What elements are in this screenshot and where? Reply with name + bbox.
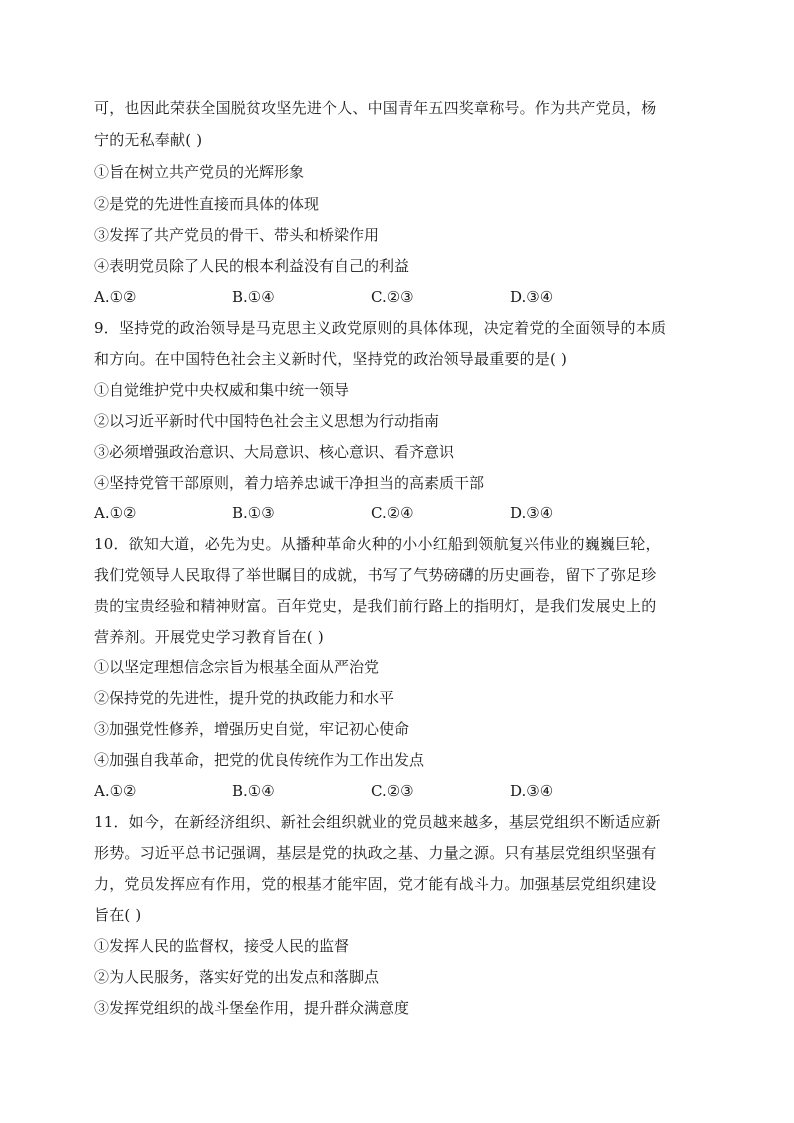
q8-option-d: D.③④	[510, 288, 554, 306]
q11-stem-line-3: 力，党员发挥应有作用，党的根基才能牢固，党才能有战斗力。加强基层党组织建设	[94, 875, 657, 893]
q8-option-c: C.②③	[371, 288, 414, 306]
q10-option-b: B.①④	[232, 782, 275, 800]
q8-stem-line-2: 宁的无私奉献( )	[94, 131, 203, 149]
q8-statement-3: ③发挥了共产党员的骨干、带头和桥梁作用	[94, 226, 380, 244]
q9-stem-line-2: 和方向。在中国特色社会主义新时代，坚持党的政治领导最重要的是( )	[94, 350, 568, 368]
q11-stem-line-4: 旨在( )	[94, 906, 142, 924]
q10-option-a: A.①②	[94, 782, 137, 800]
q9-option-c: C.②④	[371, 504, 414, 522]
q9-option-d: D.③④	[510, 504, 554, 522]
q11-stem-line-1: 11．如今，在新经济组织、新社会组织就业的党员越来越多，基层党组织不断适应新	[94, 813, 661, 831]
q8-option-b: B.①④	[232, 288, 275, 306]
q9-statement-4: ④坚持党管干部原则，着力培养忠诚干净担当的高素质干部	[94, 474, 485, 492]
q9-statement-2: ②以习近平新时代中国特色社会主义思想为行动指南	[94, 412, 440, 430]
q11-statement-1: ①发挥人民的监督权，接受人民的监督	[94, 937, 350, 955]
q10-stem-line-2: 我们党领导人民取得了举世瞩目的成就，书写了气势磅礴的历史画卷，留下了弥足珍	[94, 566, 657, 584]
q8-stem-line-1: 可，也因此荣获全国脱贫攻坚先进个人、中国青年五四奖章称号。作为共产党员，杨	[94, 99, 657, 117]
q10-stem-line-3: 贵的宝贵经验和精神财富。百年党史，是我们前行路上的指明灯，是我们发展史上的	[94, 597, 657, 615]
q10-statement-2: ②保持党的先进性，提升党的执政能力和水平	[94, 689, 395, 707]
q9-statement-3: ③必须增强政治意识、大局意识、核心意识、看齐意识	[94, 443, 455, 461]
q10-statement-1: ①以坚定理想信念宗旨为根基全面从严治党	[94, 658, 380, 676]
q9-option-a: A.①②	[94, 504, 137, 522]
q10-option-c: C.②③	[371, 782, 414, 800]
q11-statement-3: ③发挥党组织的战斗堡垒作用，提升群众满意度	[94, 999, 410, 1017]
q10-statement-3: ③加强党性修养，增强历史自觉，牢记初心使命	[94, 720, 410, 738]
q10-stem-line-1: 10．欲知大道，必先为史。从播种革命火种的小小红船到领航复兴伟业的巍巍巨轮，	[94, 535, 661, 553]
q10-statement-4: ④加强自我革命，把党的优良传统作为工作出发点	[94, 751, 425, 769]
q11-stem-line-2: 形势。习近平总书记强调，基层是党的执政之基、力量之源。只有基层党组织坚强有	[94, 844, 657, 862]
q8-statement-2: ②是党的先进性直接而具体的体现	[94, 195, 320, 213]
q10-stem-line-4: 营养剂。开展党史学习教育旨在( )	[94, 628, 324, 646]
q9-statement-1: ①自觉维护党中央权威和集中统一领导	[94, 381, 350, 399]
q9-option-b: B.①③	[232, 504, 275, 522]
q9-stem-line-1: 9．坚持党的政治领导是马克思主义政党原则的具体体现，决定着党的全面领导的本质	[94, 319, 667, 337]
q8-statement-1: ①旨在树立共产党员的光辉形象	[94, 163, 305, 181]
q8-option-a: A.①②	[94, 288, 137, 306]
q11-statement-2: ②为人民服务，落实好党的出发点和落脚点	[94, 968, 380, 986]
q8-statement-4: ④表明党员除了人民的根本利益没有自己的利益	[94, 257, 410, 275]
q10-option-d: D.③④	[510, 782, 554, 800]
